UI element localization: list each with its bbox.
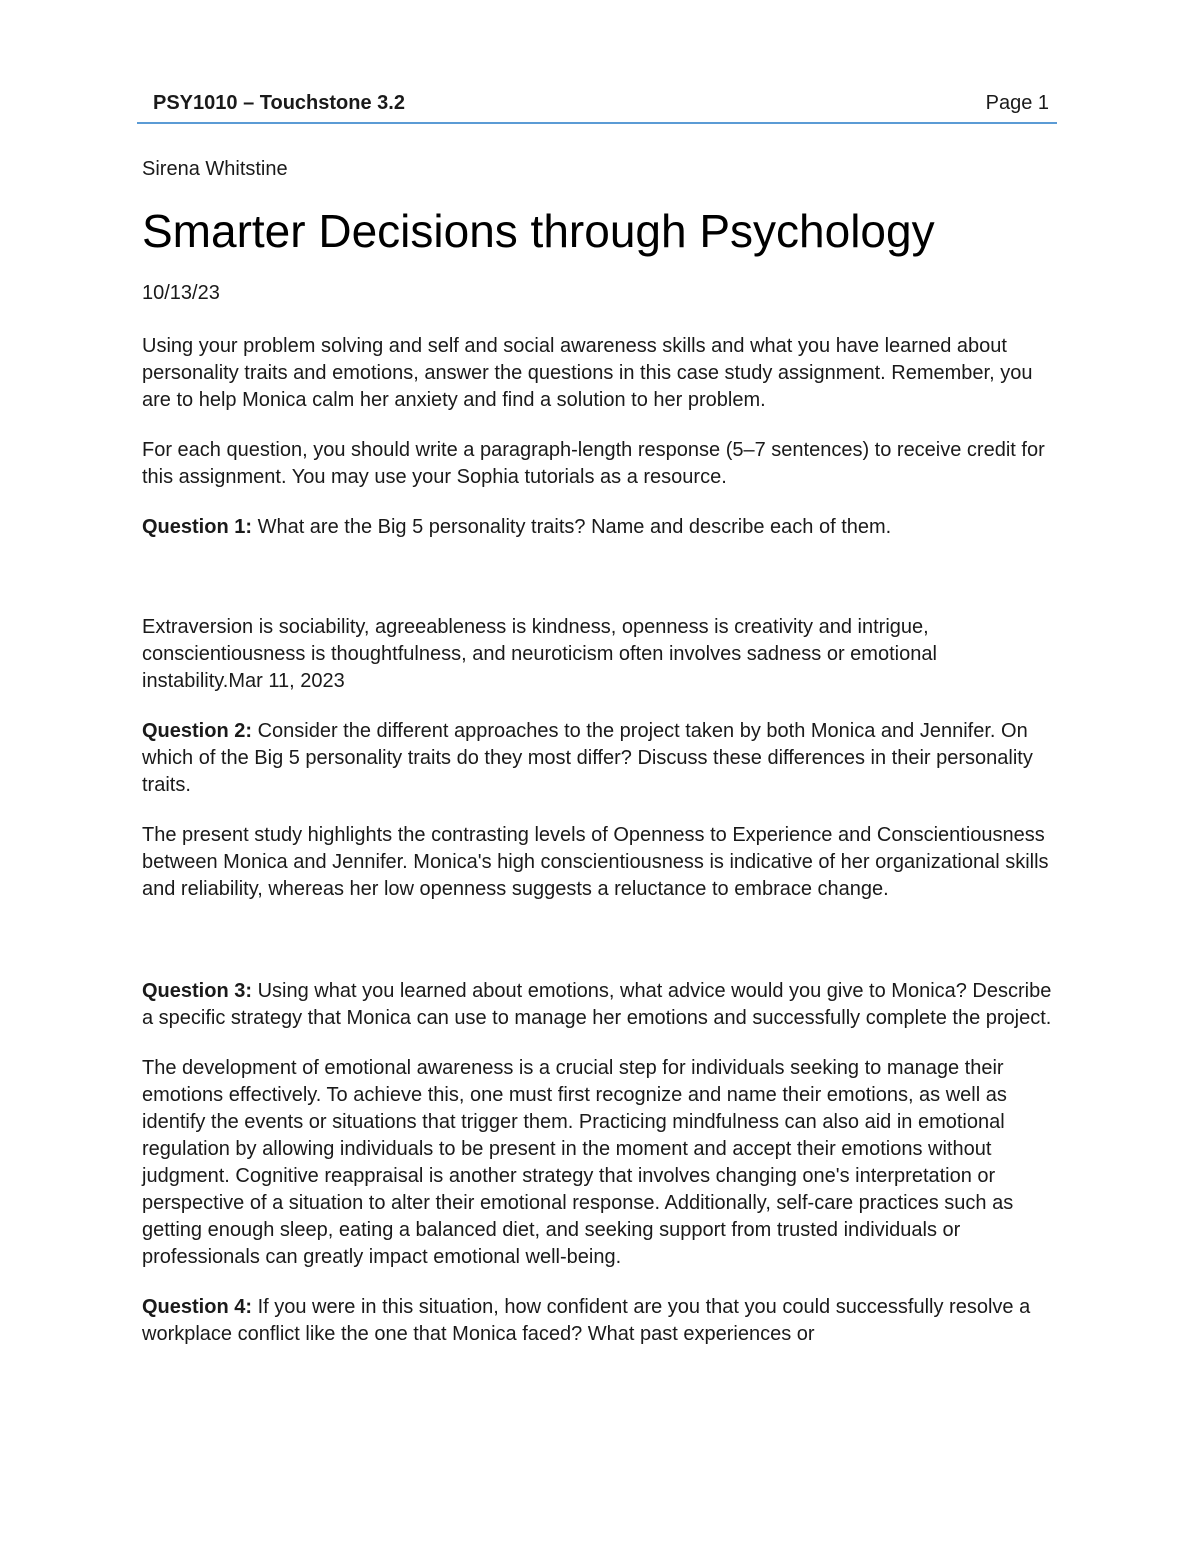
question-text: Using what you learned about emotions, what advice would you give to Monica? Describe a specific strategy that Monica can use to manage her emotions and successfully complete the project. — [142, 980, 1052, 1029]
document-date: 10/13/23 — [142, 282, 220, 304]
document-title: Smarter Decisions through Psychology — [142, 205, 935, 257]
question-3 — [142, 978, 1062, 1032]
spacer — [142, 564, 1062, 614]
page-number: Page 1 — [985, 92, 1049, 114]
question-1 — [142, 514, 1062, 541]
question-label: Question 1: — [142, 516, 253, 538]
course-title: PSY1010 – Touchstone 3.2 — [153, 92, 405, 114]
question-label: Question 2: — [142, 720, 253, 742]
answer-1: Extraversion is sociability, agreeableness is kindness, openness is creativity and intrigue, conscientiousness is thoughtfulness, and neuroticism often involves sadness or emotional instability.Mar 11, 2023 — [142, 616, 937, 692]
instructions-paragraph: For each question, you should write a paragraph-length response (5–7 sentences) to receive credit for this assignment. You may use your Sophia tutorials as a resource. — [142, 439, 1045, 488]
document-body — [142, 156, 1062, 1371]
answer-3: The development of emotional awareness is a crucial step for individuals seeking to manage their emotions effectively. To achieve this, one must first recognize and name their emotions, as well as identify the events or situations that trigger them. Practicing mindfulness can also aid in emotional regulation by allowing individuals to be present in the moment and accept their emotions without judgment. Cognitive reappraisal is another strategy that involves changing one's interpretation or perspective of a situation to alter their emotional response. Additionally, self-care practices such as getting enough sleep, eating a balanced diet, and seeking support from trusted individuals or professionals can greatly impact emotional well-being. — [142, 1057, 1014, 1268]
question-2 — [142, 718, 1062, 799]
question-text: If you were in this situation, how confident are you that you could successfully resolve a workplace conflict like the one that Monica faced? What past experiences or — [142, 1296, 1031, 1345]
page-header — [137, 88, 1057, 124]
author-name: Sirena Whitstine — [142, 158, 288, 180]
instructions-paragraph: Using your problem solving and self and social awareness skills and what you have learned about personality traits and emotions, answer the questions in this case study assignment. Remember, you are to help Monica calm her anxiety and find a solution to her problem. — [142, 335, 1033, 411]
question-label: Question 3: — [142, 980, 253, 1002]
question-text: What are the Big 5 personality traits? Name and describe each of them. — [252, 516, 892, 538]
question-label: Question 4: — [142, 1296, 253, 1318]
answer-2: The present study highlights the contrasting levels of Openness to Experience and Conscientiousness between Monica and Jennifer. Monica's high conscientiousness is indicative of her organizational skills and reliability, whereas her low openness suggests a reluctance to embrace change. — [142, 824, 1049, 900]
question-4 — [142, 1294, 1062, 1348]
question-text: Consider the different approaches to the project taken by both Monica and Jennifer. On which of the Big 5 personality traits do they most differ? Discuss these differences in their personality traits. — [142, 720, 1033, 796]
spacer — [142, 926, 1062, 978]
